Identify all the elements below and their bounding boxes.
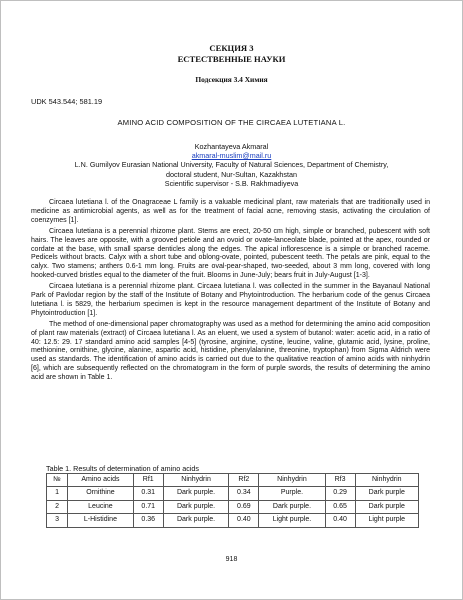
table-cell: Dark purple — [355, 500, 418, 513]
table-cell: 0.71 — [133, 500, 163, 513]
table-row — [47, 500, 419, 513]
table-cell: 0.69 — [229, 500, 259, 513]
table-cell: Dark purple — [355, 487, 418, 500]
header-cell: Rf3 — [325, 474, 355, 487]
table-cell: Dark purple. — [259, 500, 325, 513]
section-name: ЕСТЕСТВЕННЫЕ НАУКИ — [177, 54, 286, 64]
table-cell: Ornithine — [68, 487, 134, 500]
table-row — [47, 487, 419, 500]
body-paragraph: Circaea lutetiana is a perennial rhizome plant. Circaea lutetiana l. was collected in the summer in the Bayanaul National Park of Pavlodar region by the staff of the Institute of Botany and Phytointroduction. The herbarium code of the genus Circaea lutetiana l. is 5829, the herbarium specimen is kept in the resource management department of the Institute of Botany and Phytointroduction [1]. — [31, 283, 430, 317]
author-email-link[interactable]: akmaral-muslim@mail.ru — [191, 151, 272, 161]
table-cell: Dark purple. — [163, 514, 229, 527]
body-paragraph: Circaea lutetiana l. of the Onagraceae L family is a valuable medicinal plant, raw materials that are traditionally used in medicine as antimicrobial agents, as well as for the treatment of facial acne, removing stasis, activating the circulation of coenzymes [1]. — [31, 199, 430, 224]
header-cell: Ninhydrin — [163, 474, 229, 487]
subsection-heading: Подсекция 3.4 Химия — [195, 75, 268, 84]
section-heading — [1, 43, 462, 65]
table-cell: Light purple. — [259, 514, 325, 527]
table-cell: L-Histidine — [68, 514, 134, 527]
table-cell: Dark purple. — [163, 500, 229, 513]
table-cell: 0.34 — [229, 487, 259, 500]
table-cell: 0.40 — [325, 514, 355, 527]
article-title: AMINO ACID COMPOSITION OF THE CIRCAEA LUTETIANA L. — [117, 118, 346, 127]
table-cell: Leucine — [68, 500, 134, 513]
header-cell: Rf1 — [133, 474, 163, 487]
table-cell: 0.29 — [325, 487, 355, 500]
author-affiliation: L.N. Gumilyov Eurasian National University, Faculty of Natural Sciences, Department of Chemistry, doctoral student, Nur-Sultan, Kazakhstan — [74, 160, 389, 179]
table-row — [47, 514, 419, 527]
article-body — [31, 199, 430, 385]
amino-acid-results-table — [46, 473, 419, 528]
table-cell: 3 — [47, 514, 68, 527]
table-cell: 0.40 — [229, 514, 259, 527]
header-cell: Ninhydrin — [259, 474, 325, 487]
table-caption: Table 1. Results of determination of amino acids — [46, 464, 200, 473]
table-cell: 2 — [47, 500, 68, 513]
scientific-supervisor: Scientific supervisor - S.B. Rakhmadiyeva — [164, 178, 299, 188]
table-cell: 0.31 — [133, 487, 163, 500]
header-cell: № — [47, 474, 68, 487]
section-number: СЕКЦИЯ 3 — [209, 43, 254, 53]
header-cell: Rf2 — [229, 474, 259, 487]
table-cell: Light purple — [355, 514, 418, 527]
author-name: Kozhantayeva Akmaral — [194, 142, 269, 151]
header-cell: Ninhydrin — [355, 474, 418, 487]
header-cell: Amino acids — [68, 474, 134, 487]
table-cell: 1 — [47, 487, 68, 500]
table-cell: Purple. — [259, 487, 325, 500]
table-header-row — [47, 474, 419, 487]
author-block — [71, 142, 392, 188]
body-paragraph: The method of one-dimensional paper chromatography was used as a method for determining the amino acid composition of plant raw materials (extract) of Circaea lutetiana l. As an eluent, we used a system of butanol: water: acetic acid, in a ratio of 40: 12.5: 29. 17 standard amino acid samples [4-5] (tyrosine, arginine, cystine, leucine, valine, glutamic acid, lysine, proline, methionine, ornithine, glycine, alanine, aspartic acid, histidine, phenylalanine, threonine, tryptophan) from Sigma Aldrich were used as standards. The identification of amino acids is carried out due to the qualitative reaction of amino acids with ninhydrin [6], which are subsequently reflected on the chromatogram in the form of purple swords, the results of determining the amino acid are shown in Table 1. — [31, 321, 430, 381]
udk-code: UDK 543.544; 581.19 — [31, 97, 103, 106]
page-number: 918 — [225, 556, 238, 563]
table-cell: Dark purple. — [163, 487, 229, 500]
table-cell: 0.65 — [325, 500, 355, 513]
table-cell: 0.36 — [133, 514, 163, 527]
body-paragraph: Circaea lutetiana is a perennial rhizome plant. Stems are erect, 20-50 cm high, simple or branched, pubescent with soft hairs. The leaves are opposite, with a grooved petiole and an ovoid or ovate-lanceolate blade, pointed at the apex, rounded or cordate at the base, with small sparse denticles along the edges. The apical inflorescence is a simple or branched raceme. Pedicels without bracts. Calyx with a short tube and oblong-ovate, pointed, pubescent teeth. The petals are pink, equal to the calyx. Two stamens; anthers 0.6-1 mm long. Fruits are oval-pear-shaped, two-seeded, about 3 mm long, covered with long hooked-curved bristles equal to the diameter of the fruit. Blooms in June-July; bears fruit in July-August [1-3]. — [31, 228, 430, 279]
